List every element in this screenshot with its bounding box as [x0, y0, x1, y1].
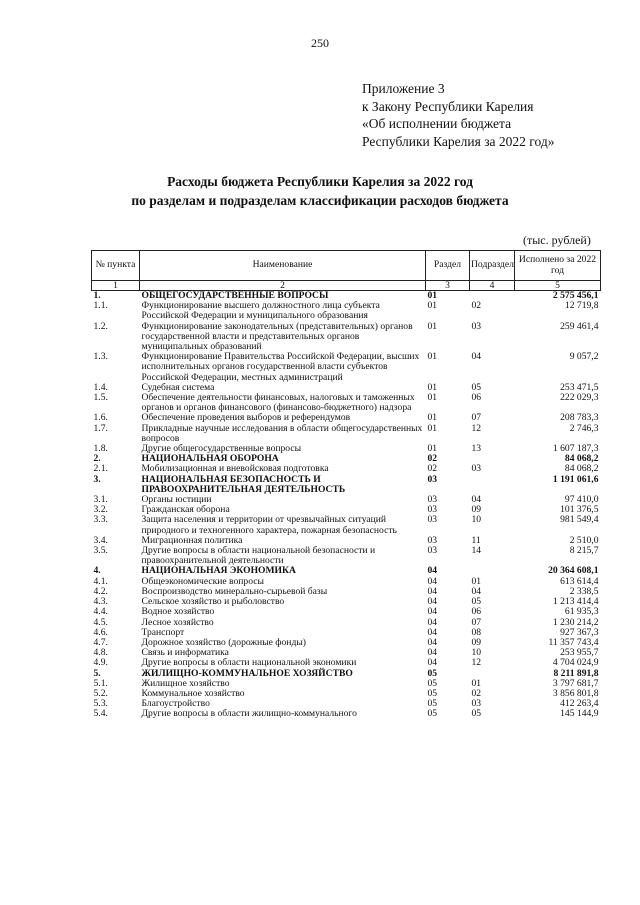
row-section: 01	[427, 290, 438, 301]
row-name: Общеэкономические вопросы	[141, 575, 264, 587]
row-number: 4.2.	[93, 585, 108, 597]
row-name: Благоустройство	[141, 698, 210, 710]
row-amount: 2 510,0	[569, 534, 599, 546]
title-line-1: Расходы бюджета Республики Карелия за 2022 год	[167, 174, 473, 189]
row-section: 05	[427, 677, 438, 689]
row-number: 2.1.	[93, 463, 108, 475]
row-number: 1.1.	[93, 300, 108, 312]
row-name: Миграционная политика	[141, 534, 243, 546]
row-subsection: 01	[471, 677, 482, 689]
row-subsection: 09	[471, 636, 482, 648]
row-section: 02	[427, 463, 438, 475]
row-number: 4.	[93, 565, 101, 577]
row-subsection: 13	[471, 443, 482, 455]
row-section: 04	[427, 636, 438, 648]
row-amount: 97 410,0	[564, 494, 599, 506]
row-name: Жилищное хозяйство	[141, 677, 230, 689]
row-subsection: 09	[471, 504, 482, 516]
page-number: 250	[311, 36, 329, 50]
row-name: Обеспечение деятельности финансовых, налоговых и таможенных органов и органов финансового (финансово-бюджетного) надзора	[141, 392, 415, 414]
row-amount: 9 057,2	[569, 351, 599, 363]
row-number: 2.	[93, 453, 101, 465]
row-amount: 222 029,3	[560, 392, 599, 404]
row-amount: 1 230 214,2	[552, 616, 599, 628]
table-section-row	[92, 475, 601, 495]
row-subsection: 04	[471, 351, 482, 363]
row-subsection: 04	[471, 494, 482, 506]
row-section: 04	[427, 647, 438, 659]
row-amount: 259 461,4	[560, 320, 599, 332]
row-name: Функционирование законодательных (представительных) органов государственной власти и представительных органов муниципальных образований	[141, 320, 413, 353]
row-subsection	[470, 475, 515, 495]
row-section: 04	[427, 657, 438, 669]
table-row	[92, 424, 601, 444]
row-number: 3.	[93, 473, 101, 485]
row-name: Другие вопросы в области жилищно-коммунального	[141, 708, 357, 720]
row-name: Другие вопросы в области национальной экономики	[141, 657, 357, 669]
appendix-line: Республики Карелия за 2022 год»	[362, 133, 555, 149]
row-amount: 8 211 891,8	[553, 667, 599, 679]
row-section: 03	[427, 504, 438, 516]
title-line-2: по разделам и подразделам классификации расходов бюджета	[131, 193, 509, 208]
row-name: Функционирование Правительства Российской Федерации, высших исполнительных органов государственной власти субъектов Российской Федерации, местных администраций	[141, 351, 420, 383]
row-amount: 3 856 801,8	[552, 687, 599, 699]
row-section: 03	[427, 473, 438, 485]
row-section: 03	[427, 545, 438, 557]
row-section: 01	[427, 443, 438, 455]
row-number: 4.9.	[93, 657, 108, 669]
row-amount: 101 376,5	[560, 504, 599, 516]
row-number: 3.1.	[93, 494, 108, 506]
row-amount: 61 935,3	[564, 606, 599, 618]
row-subsection: 01	[471, 575, 482, 587]
row-number: 4.7.	[93, 636, 108, 648]
row-section: 01	[427, 320, 438, 332]
row-number: 1.7.	[93, 422, 108, 434]
row-section: 05	[427, 708, 438, 720]
row-subsection: 12	[471, 422, 482, 434]
row-subsection: 11	[471, 534, 481, 546]
row-amount: 1 191 061,6	[552, 473, 599, 485]
header-subsection: Подраздел	[470, 251, 515, 281]
row-section: 01	[427, 381, 438, 393]
row-name: Сельское хозяйство и рыболовство	[141, 596, 285, 608]
row-number: 1.3.	[93, 351, 108, 363]
row-subsection: 07	[471, 616, 482, 628]
table-row	[92, 393, 601, 413]
row-amount: 927 367,3	[560, 626, 599, 638]
table-row	[92, 352, 601, 383]
row-name: Обеспечение проведения выборов и референдумов	[141, 412, 351, 424]
row-amount: 145 144,9	[560, 708, 599, 720]
row-section: 01	[427, 412, 438, 424]
row-name: Коммунальное хозяйство	[141, 687, 245, 699]
row-section: 04	[427, 606, 438, 618]
row-subsection: 10	[471, 647, 482, 659]
row-name: Связь и информатика	[141, 647, 229, 659]
row-amount: 1 213 414,4	[552, 596, 599, 608]
row-number: 3.2.	[93, 504, 108, 516]
row-amount: 208 783,3	[560, 412, 599, 424]
row-name: Лесное хозяйство	[141, 616, 214, 628]
row-subsection: 03	[471, 320, 482, 332]
budget-table	[91, 250, 601, 720]
row-amount: 4 704 024,9	[552, 657, 599, 669]
row-name: Другие общегосударственные вопросы	[141, 443, 302, 455]
row-section: 04	[427, 575, 438, 587]
header-amount: Исполнено за 2022 год	[515, 251, 601, 281]
row-number: 1.2.	[93, 320, 108, 332]
row-subsection: 08	[471, 626, 482, 638]
row-name: Прикладные научные исследования в области общегосударственных вопросов	[141, 422, 423, 444]
row-section: 04	[427, 616, 438, 628]
table-row	[92, 709, 601, 719]
row-subsection: 06	[471, 606, 482, 618]
row-number: 1.	[93, 290, 101, 301]
row-section: 04	[427, 565, 438, 577]
row-number: 1.6.	[93, 412, 108, 424]
row-subsection: 14	[471, 545, 482, 557]
row-amount: 12 719,8	[564, 300, 599, 312]
row-subsection: 02	[471, 687, 482, 699]
table-row	[92, 607, 601, 617]
row-name: Судебная система	[141, 381, 215, 393]
row-number: 3.4.	[93, 534, 108, 546]
row-subsection: 02	[471, 300, 482, 312]
row-name: ЖИЛИЩНО-КОММУНАЛЬНОЕ ХОЗЯЙСТВО	[141, 667, 353, 679]
row-amount: 2 338,5	[569, 585, 599, 597]
row-subsection: 12	[471, 657, 482, 669]
row-subsection: 10	[471, 514, 482, 526]
row-subsection: 05	[471, 708, 482, 720]
row-name: Дорожное хозяйство (дорожные фонды)	[141, 636, 306, 648]
row-amount: 1 607 187,3	[552, 443, 599, 455]
row-amount: 2 575 456,1	[552, 290, 599, 301]
row-number: 5.4.	[93, 708, 108, 720]
row-section: 01	[427, 422, 438, 434]
row-name: Органы юстиции	[141, 494, 212, 506]
row-subsection: 05	[471, 596, 482, 608]
row-amount: 84 068,2	[564, 453, 599, 465]
row-section: 03	[427, 514, 438, 526]
column-number-row	[92, 281, 601, 291]
row-amount: 412 263,4	[560, 698, 599, 710]
row-section: 04	[427, 626, 438, 638]
row-subsection: 04	[471, 585, 482, 597]
table-row	[92, 658, 601, 668]
row-number: 4.4.	[93, 606, 108, 618]
row-amount: 981 549,4	[560, 514, 599, 526]
row-number: 4.5.	[93, 616, 108, 628]
row-name: Другие вопросы в области национальной безопасности и правоохранительной деятельности	[141, 545, 376, 567]
row-number: 4.1.	[93, 575, 108, 587]
row-amount: 8 215,7	[569, 545, 599, 557]
row-amount: 613 614,4	[560, 575, 599, 587]
row-name: Гражданская оборона	[141, 504, 230, 516]
row-amount: 3 797 681,7	[552, 677, 599, 689]
column-number: 2	[140, 281, 426, 291]
table-row	[92, 546, 601, 566]
row-number: 5.2.	[93, 687, 108, 699]
row-name: Воспроизводство минерально-сырьевой базы	[141, 585, 328, 597]
row-section: 04	[427, 585, 438, 597]
row-name: Транспорт	[141, 626, 185, 638]
row-number: 5.	[93, 667, 101, 679]
row-amount: 2 746,3	[569, 422, 599, 434]
table-header-row	[92, 251, 601, 281]
row-section: 01	[427, 300, 438, 312]
row-number: 1.5.	[93, 392, 108, 404]
appendix-note	[362, 80, 554, 150]
row-subsection: 05	[471, 381, 482, 393]
row-number: 4.8.	[93, 647, 108, 659]
row-amount: 253 471,5	[560, 381, 599, 393]
row-number: 5.1.	[93, 677, 108, 689]
document-title	[0, 172, 640, 210]
row-name: ОБЩЕГОСУДАРСТВЕННЫЕ ВОПРОСЫ	[141, 290, 329, 301]
row-number: 4.6.	[93, 626, 108, 638]
column-number: 4	[470, 281, 515, 291]
row-name: Функционирование высшего должностного лица субъекта Российской Федерации и муниципального образования	[141, 300, 380, 322]
column-number: 1	[92, 281, 140, 291]
row-section: 01	[427, 351, 438, 363]
row-name: Водное хозяйство	[141, 606, 215, 618]
appendix-line: Приложение 3	[362, 81, 445, 96]
row-subsection: 03	[471, 698, 482, 710]
row-amount: 84 068,2	[564, 463, 599, 475]
row-number: 3.3.	[93, 514, 108, 526]
row-amount: 253 955,7	[560, 647, 599, 659]
row-amount: 20 364 608,1	[548, 565, 599, 577]
row-number: 4.3.	[93, 596, 108, 608]
appendix-line: «Об исполнении бюджета	[362, 116, 512, 131]
row-section: 03	[427, 494, 438, 506]
table-row	[92, 322, 601, 353]
column-number: 3	[426, 281, 470, 291]
row-subsection: 06	[471, 392, 482, 404]
row-number: 3.5.	[93, 545, 108, 557]
row-number: 5.3.	[93, 698, 108, 710]
row-section: 03	[427, 534, 438, 546]
column-number: 5	[515, 281, 601, 291]
row-section: 05	[427, 687, 438, 699]
row-section: 05	[427, 698, 438, 710]
row-name: НАЦИОНАЛЬНАЯ ОБОРОНА	[141, 453, 279, 465]
header-section: Раздел	[426, 251, 470, 281]
row-name: НАЦИОНАЛЬНАЯ ЭКОНОМИКА	[141, 565, 296, 577]
row-amount: 11 357 743,4	[548, 636, 599, 648]
row-name: НАЦИОНАЛЬНАЯ БЕЗОПАСНОСТЬ И ПРАВООХРАНИТЕЛЬНАЯ ДЕЯТЕЛЬНОСТЬ	[141, 473, 346, 495]
row-number: 1.8.	[93, 443, 108, 455]
row-section: 04	[427, 596, 438, 608]
row-section: 02	[427, 453, 438, 465]
table-row	[92, 515, 601, 535]
row-subsection: 03	[471, 463, 482, 475]
table-row	[92, 301, 601, 321]
header-name: Наименование	[140, 251, 426, 281]
units-label: (тыс. рублей)	[523, 233, 591, 247]
appendix-line: к Закону Республики Карелия	[362, 98, 534, 114]
row-name: Мобилизационная и вневойсковая подготовка	[141, 463, 329, 475]
row-name: Защита населения и территории от чрезвычайных ситуаций природного и техногенного характера, пожарная безопасность	[141, 514, 397, 536]
row-section: 01	[427, 392, 438, 404]
header-num: № пункта	[92, 251, 140, 281]
row-subsection: 07	[471, 412, 482, 424]
row-number: 1.4.	[93, 381, 108, 393]
row-section: 05	[427, 667, 438, 679]
